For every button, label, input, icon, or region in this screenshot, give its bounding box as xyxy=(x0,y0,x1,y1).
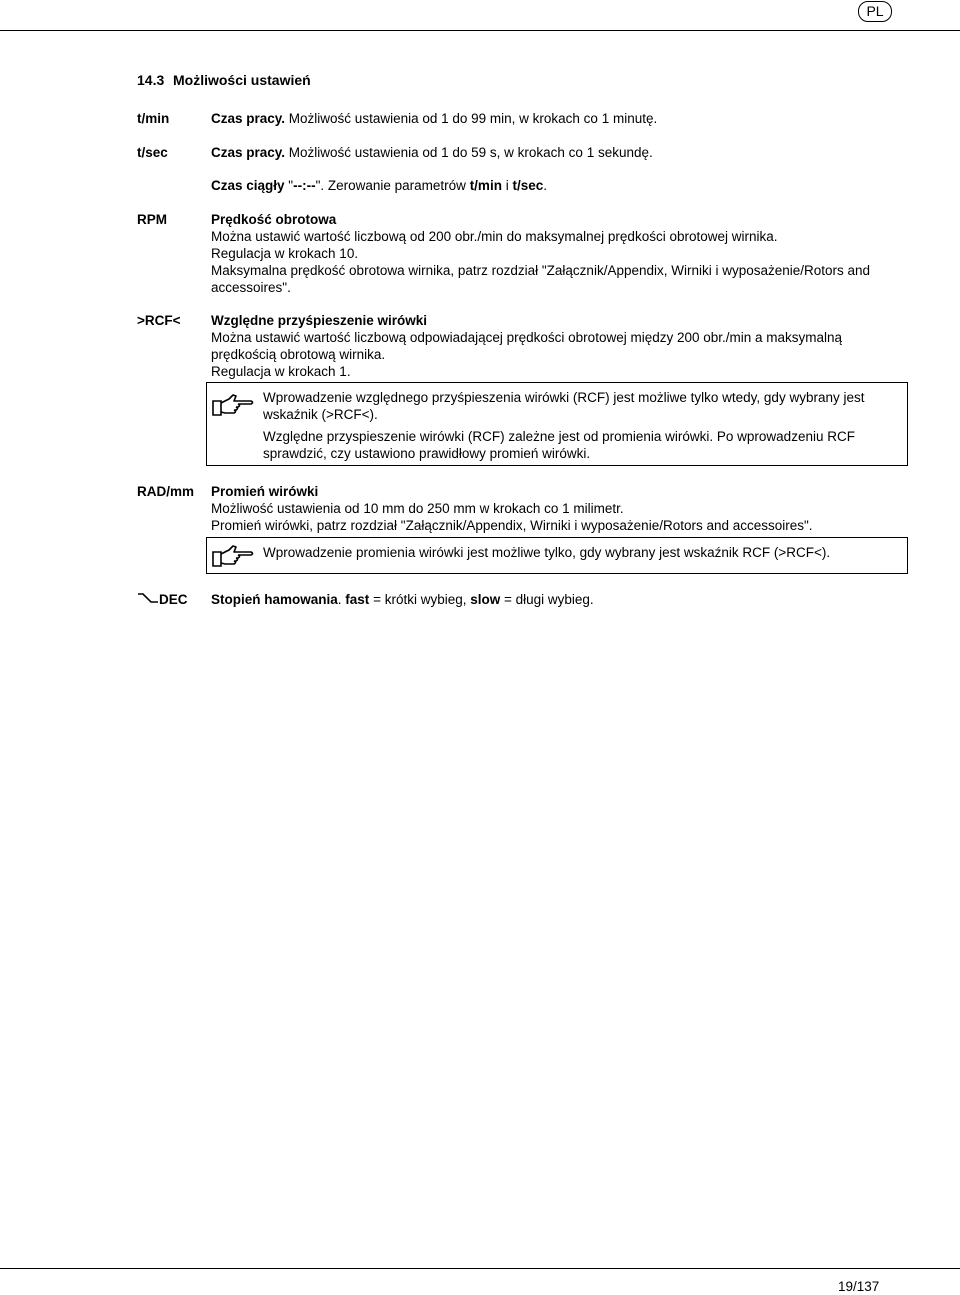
continuous-symbol: --:-- xyxy=(293,178,316,193)
rcf-note-text xyxy=(263,389,899,462)
header-rule xyxy=(0,30,960,31)
page-number: 19/137 xyxy=(838,1279,880,1294)
pointing-hand-icon xyxy=(211,544,255,570)
language-badge: PL xyxy=(858,1,892,22)
section-heading xyxy=(137,72,311,89)
rpm-line-1: Można ustawić wartość liczbową od 200 obr./min do maksymalnej prędkości obrotowej wirnika. xyxy=(211,229,778,244)
dec-label-text: DEC xyxy=(159,592,188,607)
continuous-text-3: i xyxy=(501,178,513,193)
continuous-text-4: . xyxy=(543,178,547,193)
rpm-line-3: Maksymalna prędkość obrotowa wirnika, patrz rozdział "Załącznik/Appendix, Wirniki i wyposażenie/Rotors and accessoires". xyxy=(211,263,871,295)
deceleration-ramp-icon xyxy=(137,591,159,605)
rpm-label: RPM xyxy=(137,212,167,227)
rcf-line-1: Można ustawić wartość liczbową odpowiadającej prędkości obrotowej między 200 obr./min a maksymalną prędkością obrotową wirnika. xyxy=(211,330,843,362)
rcf-label: >RCF< xyxy=(137,313,181,328)
tsec-bold: Czas pracy. xyxy=(211,145,286,160)
dec-description xyxy=(211,591,911,608)
section-title: Możliwości ustawień xyxy=(173,72,311,88)
rcf-heading: Względne przyśpieszenie wirówki xyxy=(211,313,428,328)
continuous-tsec: t/sec xyxy=(512,178,544,193)
rcf-note-para-1: Wprowadzenie względnego przyśpieszenia wirówki (RCF) jest możliwe tylko wtedy, gdy wybrany jest wskaźnik (>RCF<). xyxy=(263,390,865,422)
rcf-line-2: Regulacja w krokach 1. xyxy=(211,364,351,379)
rcf-note-box xyxy=(206,382,908,466)
footer-rule xyxy=(0,1268,960,1269)
tmin-text: Możliwość ustawienia od 1 do 99 min, w krokach co 1 minutę. xyxy=(285,111,658,126)
tsec-description xyxy=(211,144,911,161)
dec-text-3: = długi wybieg. xyxy=(500,592,594,607)
rad-note-box xyxy=(206,537,908,574)
tmin-label: t/min xyxy=(137,111,170,126)
rad-note-text: Wprowadzenie promienia wirówki jest możliwe tylko, gdy wybrany jest wskaźnik RCF (>RCF<). xyxy=(263,545,831,560)
dec-label xyxy=(137,591,188,608)
dec-text-2: = krótki wybieg, xyxy=(369,592,471,607)
tsec-label: t/sec xyxy=(137,145,168,160)
radmm-description xyxy=(211,483,911,534)
radmm-line-1: Możliwość ustawienia od 10 mm do 250 mm w krokach co 1 milimetr. xyxy=(211,501,624,516)
dec-slow: slow xyxy=(470,592,501,607)
dec-fast: fast xyxy=(345,592,370,607)
tmin-description xyxy=(211,110,911,127)
dec-text-1: . xyxy=(337,592,346,607)
tsec-text: Możliwość ustawienia od 1 do 59 s, w krokach co 1 sekundę. xyxy=(285,145,653,160)
rpm-description xyxy=(211,211,911,296)
rcf-description xyxy=(211,312,911,380)
section-number: 14.3 xyxy=(137,72,165,88)
rpm-line-2: Regulacja w krokach 10. xyxy=(211,246,359,261)
continuous-text-1: " xyxy=(284,178,294,193)
pointing-hand-icon xyxy=(211,393,255,419)
continuous-bold: Czas ciągły xyxy=(211,178,285,193)
continuous-description xyxy=(211,177,911,194)
radmm-heading: Promień wirówki xyxy=(211,484,319,499)
radmm-label: RAD/mm xyxy=(137,484,195,499)
continuous-text-2: ". Zerowanie parametrów xyxy=(315,178,470,193)
continuous-tmin: t/min xyxy=(469,178,502,193)
dec-bold: Stopień hamowania xyxy=(211,592,338,607)
rpm-heading: Prędkość obrotowa xyxy=(211,212,337,227)
radmm-line-2: Promień wirówki, patrz rozdział "Załącznik/Appendix, Wirniki i wyposażenie/Rotors and accessoires". xyxy=(211,518,813,533)
tmin-bold: Czas pracy. xyxy=(211,111,286,126)
rcf-note-para-2: Względne przyspieszenie wirówki (RCF) zależne jest od promienia wirówki. Po wprowadzeniu RCF sprawdzić, czy ustawiono prawidłowy promień wirówki. xyxy=(263,429,855,461)
